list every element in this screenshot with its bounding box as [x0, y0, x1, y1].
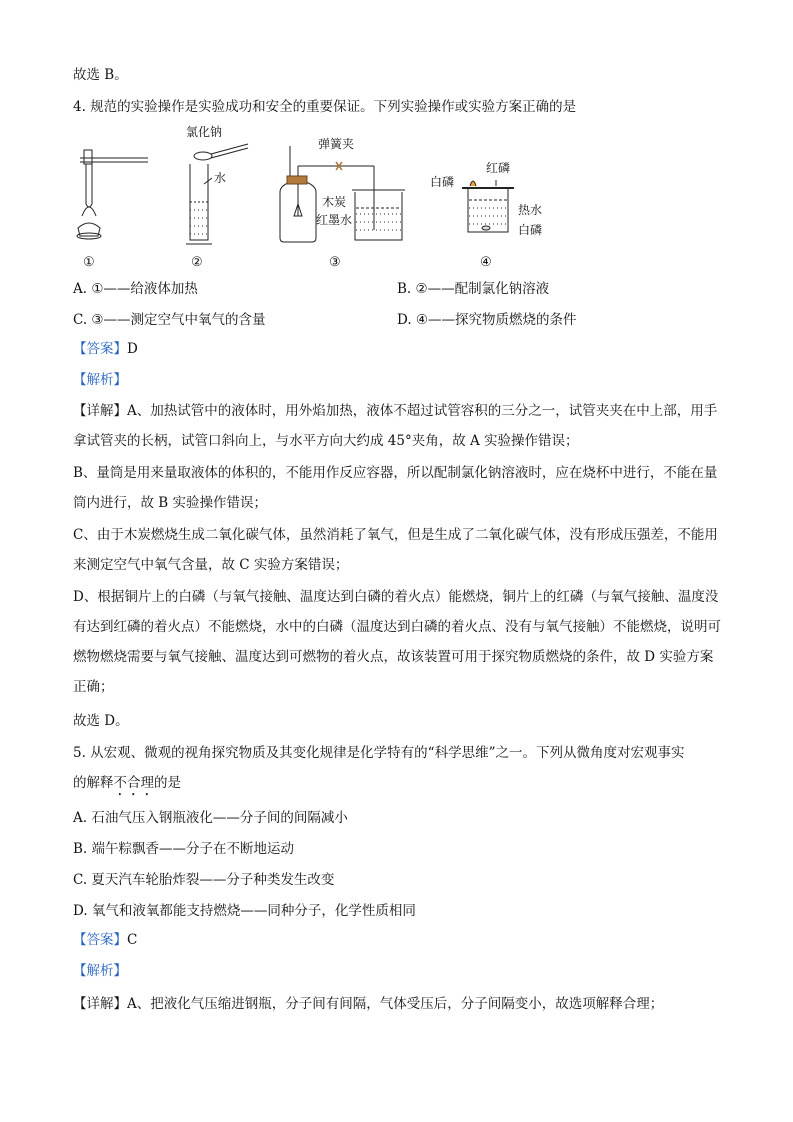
apparatus-1-number: ①: [83, 255, 95, 270]
q4-option-a: A. ①——给液体加热: [73, 281, 198, 297]
q4-answer-label: 【答案】: [73, 341, 127, 357]
label-nacl: 氯化钠: [186, 125, 223, 139]
q5-option-d: D. 氧气和液氧都能支持燃烧——同种分子，化学性质相同: [73, 903, 416, 919]
q4-detail-label: 【详解】: [73, 403, 127, 419]
q4-detail-c: C、由于木炭燃烧生成二氧化碳气体，虽然消耗了氧气，但是生成了二氧化碳气体，没有形成压强差，不能用来测定空气中氧气含量，故 C 实验方案错误；: [73, 527, 718, 573]
apparatus-2-number: ②: [191, 255, 203, 270]
apparatus-3-number: ③: [329, 255, 341, 270]
label-white-p-top: 白磷: [430, 175, 455, 189]
q5-option-b: B. 端午粽飘香——分子在不断地运动: [73, 841, 295, 857]
q4-option-d: D. ④——探究物质燃烧的条件: [397, 312, 577, 328]
q5-answer-line: [73, 931, 137, 949]
q4-answer-line: [73, 340, 138, 358]
prev-conclusion: 故选 B。: [73, 67, 128, 83]
q5-stem-line1: 5. 从宏观、微观的视角探究物质及其变化规律是化学特有的“科学思维”之一。下列从微角度对宏观事实: [73, 745, 685, 761]
label-white-p-bottom: 白磷: [518, 223, 543, 237]
q4-detail-b: B、量筒是用来量取液体的体积的，不能用作反应容器，所以配制氯化钠溶液时，应在烧杯中进行，不能在量筒内进行，故 B 实验操作错误；: [73, 465, 718, 511]
q4-figure: [0, 120, 793, 270]
label-hot-water: 热水: [518, 203, 543, 217]
q4-conclusion: 故选 D。: [73, 713, 129, 729]
q4-option-b: B. ②——配制氯化钠溶液: [397, 281, 550, 297]
q5-option-a: A. 石油气压入钢瓶液化——分子间的间隔减小: [73, 810, 348, 826]
q4-detail-a: [73, 396, 723, 456]
apparatus-2-cylinder: [186, 144, 248, 244]
q4-detail-a-text: A、加热试管中的液体时，用外焰加热，液体不超过试管容积的三分之一，试管夹夹在中上部，用手拿试管夹的长柄，试管口斜向上，与水平方向大约成 45°夹角，故 A 实验操作错误；: [73, 403, 718, 449]
q4-analysis-label: 【解析】: [73, 372, 127, 388]
q4-stem: 4. 规范的实验操作是实验成功和安全的重要保证。下列实验操作或实验方案正确的是: [73, 99, 577, 115]
q4-detail-d: D、根据铜片上的白磷（与氧气接触、温度达到白磷的着火点）能燃烧，铜片上的红磷（与氧气接触、温度没有达到红磷的着火点）不能燃烧，水中的白磷（温度达到白磷的着火点、没有与氧气接触）不能燃烧，说明可燃物燃烧需要与氧气接触、温度达到可燃物的着火点，故该装置可用于探究物质燃烧的条件，故 D 实验方案正确；: [73, 589, 721, 695]
q5-stem-emphasis: 不合理: [113, 775, 154, 791]
label-red-p: 红磷: [486, 161, 511, 175]
q5-stem-pre: 的解释: [73, 775, 114, 791]
label-red-ink: 红墨水: [316, 213, 353, 227]
apparatus-4-combustion: [462, 180, 514, 232]
apparatus-3-oxygen-measure: [280, 146, 405, 242]
q4-option-c: C. ③——测定空气中氧气的含量: [73, 312, 266, 328]
label-water: 水: [214, 171, 227, 185]
q4-answer: D: [127, 341, 138, 357]
q5-detail-label: 【详解】: [73, 996, 127, 1012]
q5-detail-a: [73, 995, 663, 1013]
q5-answer: C: [127, 932, 138, 948]
q5-option-c: C. 夏天汽车轮胎炸裂——分子种类发生改变: [73, 872, 335, 888]
q5-analysis-label: 【解析】: [73, 963, 127, 979]
apparatus-1-heating-tube: [77, 150, 148, 239]
label-clamp: 弹簧夹: [318, 137, 355, 151]
q5-detail-a-text: A、把液化气压缩进钢瓶，分子间有间隔，气体受压后，分子间隔变小，故选项解释合理；: [127, 996, 664, 1012]
apparatus-4-number: ④: [480, 255, 492, 270]
label-charcoal: 木炭: [322, 195, 347, 209]
q5-stem-line2: [73, 774, 181, 799]
q5-answer-label: 【答案】: [73, 932, 127, 948]
q5-stem-post: 的是: [154, 775, 181, 791]
